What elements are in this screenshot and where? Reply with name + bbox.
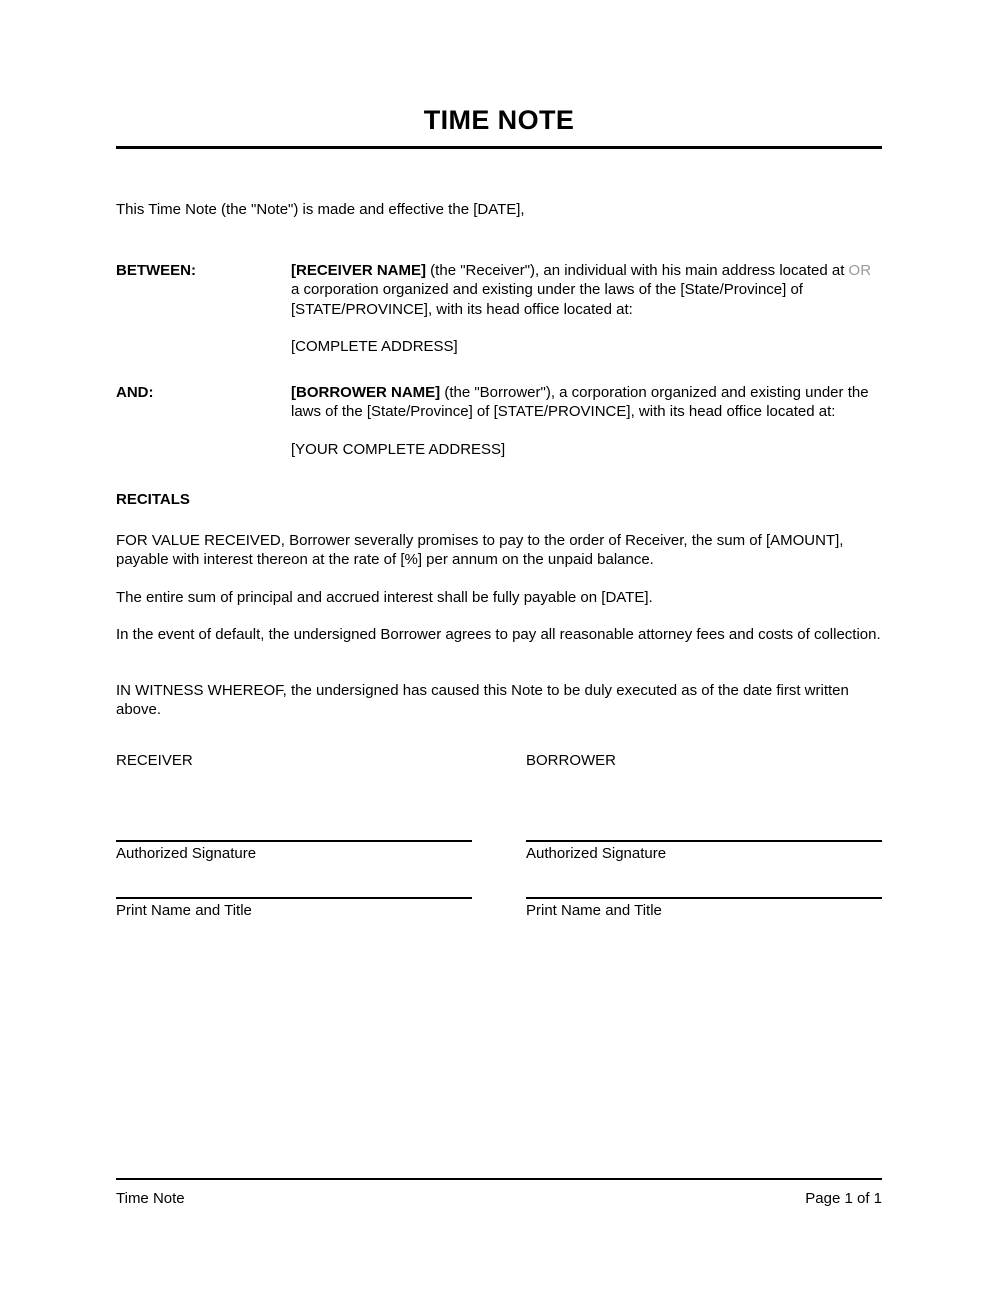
spacer bbox=[526, 770, 882, 840]
title-block bbox=[116, 106, 882, 149]
spacer bbox=[116, 607, 882, 625]
document-body bbox=[116, 200, 882, 920]
signature-column-receiver bbox=[116, 751, 472, 921]
print-name-caption-borrower: Print Name and Title bbox=[526, 901, 662, 919]
signature-block bbox=[116, 751, 882, 921]
party-body-borrower bbox=[291, 383, 882, 422]
spacer bbox=[116, 357, 882, 383]
borrower-address: [YOUR COMPLETE ADDRESS] bbox=[291, 440, 506, 458]
party-row-receiver-address bbox=[116, 337, 882, 357]
spacer bbox=[116, 459, 882, 490]
receiver-name: [RECEIVER NAME] bbox=[291, 261, 427, 279]
borrower-name: [BORROWER NAME] bbox=[291, 383, 441, 401]
recitals-paragraph-3: In the event of default, the undersigned Borrower agrees to pay all reasonable attorney fees and costs of collection. bbox=[116, 626, 881, 643]
party-row-receiver bbox=[116, 261, 882, 320]
receiver-text-after-or: a corporation organized and existing under the laws of the [State/Province] of [STATE/PROVINCE], with its head office located at: bbox=[291, 281, 803, 318]
spacer bbox=[116, 864, 472, 897]
signature-role-borrower: BORROWER bbox=[526, 751, 616, 769]
signature-column-borrower bbox=[526, 751, 882, 921]
receiver-text-before-or: (the "Receiver"), an individual with his main address located at bbox=[426, 261, 849, 279]
print-name-caption-receiver: Print Name and Title bbox=[116, 901, 252, 919]
spacer bbox=[116, 510, 882, 531]
receiver-address: [COMPLETE ADDRESS] bbox=[291, 338, 458, 355]
section-heading-recitals: RECITALS bbox=[116, 491, 190, 508]
signature-caption-borrower: Authorized Signature bbox=[526, 845, 667, 862]
signature-role-receiver: RECEIVER bbox=[116, 751, 193, 769]
page-footer bbox=[116, 1178, 882, 1209]
spacer bbox=[116, 570, 882, 588]
party-label-and: AND: bbox=[116, 383, 154, 401]
party-row-borrower-address bbox=[116, 440, 882, 460]
witness-paragraph: IN WITNESS WHEREOF, the undersigned has caused this Note to be duly executed as of the date first written above. bbox=[116, 681, 849, 718]
page-title: TIME NOTE bbox=[423, 105, 575, 135]
signature-caption-receiver: Authorized Signature bbox=[116, 845, 257, 862]
borrower-text: (the "Borrower"), a corporation organized and existing under the laws of the [State/Province] of [STATE/PROVINCE], with its head office located at: bbox=[291, 383, 869, 420]
spacer bbox=[116, 645, 882, 681]
party-label-between: BETWEEN: bbox=[116, 261, 196, 279]
receiver-or-word: OR bbox=[848, 261, 872, 279]
spacer bbox=[116, 319, 882, 337]
spacer bbox=[116, 220, 882, 261]
recitals-paragraph-1: FOR VALUE RECEIVED, Borrower severally promises to pay to the order of Receiver, the sum of [AMOUNT], payable with interest thereon at the rate of [%] per annum on the unpaid balance. bbox=[116, 531, 844, 568]
footer-page-number: Page 1 of 1 bbox=[805, 1190, 882, 1207]
spacer bbox=[116, 770, 472, 840]
party-body-receiver bbox=[291, 261, 882, 320]
spacer bbox=[526, 864, 882, 897]
footer-row bbox=[116, 1180, 882, 1209]
spacer bbox=[116, 422, 882, 440]
title-divider bbox=[116, 146, 882, 149]
party-row-borrower bbox=[116, 383, 882, 422]
recitals-paragraph-2: The entire sum of principal and accrued interest shall be fully payable on [DATE]. bbox=[116, 588, 653, 606]
footer-document-name: Time Note bbox=[116, 1190, 185, 1207]
spacer bbox=[116, 720, 882, 751]
intro-paragraph: This Time Note (the "Note") is made and effective the [DATE], bbox=[116, 201, 525, 218]
